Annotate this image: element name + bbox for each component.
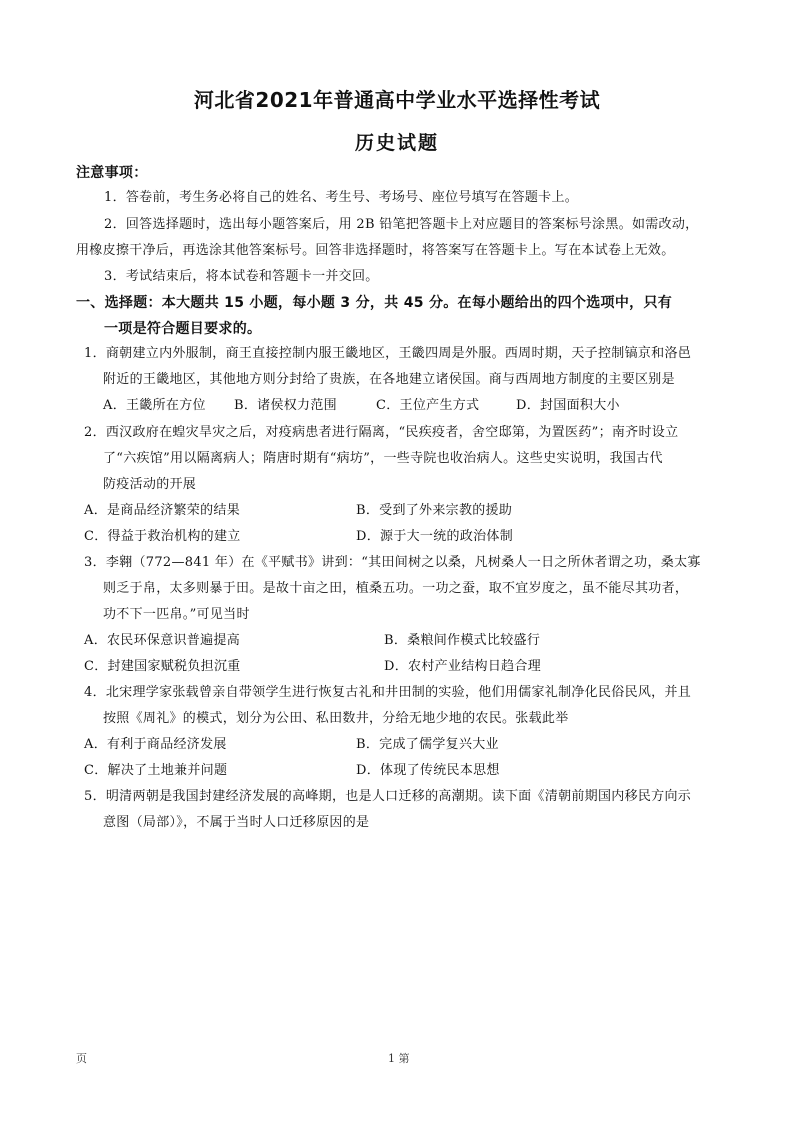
question-1-option-d: D．封国面积大小: [516, 398, 620, 413]
footer-page-number: 1 第: [388, 1052, 410, 1065]
question-1-stem-line-1: 1．商朝建立内外服制，商王直接控制内服王畿地区，王畿四周是外服。西周时期，天子控制镐京和洛邑: [84, 346, 692, 361]
question-1-option-a: A．王畿所在方位: [103, 398, 206, 413]
notice-item-2-line-2: 用橡皮擦干净后，再选涂其他答案标号。回答非选择题时，将答案写在答题卡上。写在本试卷上无效。: [76, 243, 675, 258]
question-2-option-d: D．源于大一统的政治体制: [356, 529, 514, 544]
question-2-stem-line-1: 2．西汉政府在蝗灾旱灾之后，对疫病患者进行隔离，“民疾疫者，舍空邸第，为置医药”；南齐时设立: [84, 425, 679, 440]
question-4-option-d: D．体现了传统民本思想: [356, 763, 500, 778]
question-4-stem-line-1: 4．北宋理学家张载曾亲自带领学生进行恢复古礼和井田制的实验，他们用儒家礼制净化民俗民风，并且: [84, 685, 692, 700]
question-3-option-b: B．桑粮间作模式比较盛行: [384, 633, 541, 648]
question-1-option-c: C．王位产生方式: [376, 398, 480, 413]
page-subtitle: 历史试题: [354, 132, 439, 154]
question-4-stem-line-2: 按照《周礼》的模式，划分为公田、私田数井，分给无地少地的农民。张载此举: [103, 711, 569, 726]
question-2-stem-line-2: 了“六疾馆”用以隔离病人；隋唐时期有“病坊”，一些寺院也收治病人。这些史实说明，我国古代: [103, 451, 663, 466]
question-3-stem-line-1: 3．李翱（772—841 年）在《平赋书》讲到：“其田间树之以桑，凡树桑人一日之所休者谓之功，桑太寡: [84, 555, 701, 570]
question-1-option-b: B．诸侯权力范围: [234, 398, 337, 413]
notice-item-2-line-1: 2．回答选择题时，选出每小题答案后，用 2B 铅笔把答题卡上对应题目的答案标号涂黑。如需改动，: [104, 217, 699, 232]
question-3-option-c: C．封建国家赋税负担沉重: [84, 659, 241, 674]
question-1-stem-line-2: 附近的王畿地区，其他地方则分封给了贵族，在各地建立诸侯国。商与西周地方制度的主要区别是: [103, 372, 675, 387]
question-3-option-d: D．农村产业结构日趋合理: [384, 659, 542, 674]
question-5-stem-line-2: 意图（局部）》，不属于当时人口迁移原因的是: [103, 815, 370, 830]
section-1-heading-line-1: 一、选择题：本大题共 15 小题，每小题 3 分，共 45 分。在每小题给出的四个选项中，只有: [76, 295, 673, 311]
question-3-stem-line-2: 则乏于帛，太多则暴于田。是故十亩之田，植桑五功。一功之蚕，取不宜岁度之，虽不能尽其功者，: [103, 581, 689, 596]
notice-item-3: 3．考试结束后，将本试卷和答题卡一并交回。: [104, 269, 379, 284]
question-3-option-a: A．农民环保意识普遍提高: [84, 633, 240, 648]
notice-heading: 注意事项：: [76, 165, 148, 181]
question-4-option-a: A．有利于商品经济发展: [84, 737, 227, 752]
notice-item-1: 1．答卷前，考生务必将自己的姓名、考生号、考场号、座位号填写在答题卡上。: [104, 190, 579, 205]
question-3-stem-line-3: 功不下一匹帛。”可见当时: [103, 607, 250, 622]
question-5-stem-line-1: 5．明清两朝是我国封建经济发展的高峰期，也是人口迁移的高潮期。读下面《清朝前期国内移民方向示: [84, 789, 692, 804]
question-2-stem-line-3: 防疫活动的开展: [103, 477, 197, 492]
question-2-option-b: B．受到了外来宗教的援助: [356, 503, 513, 518]
question-2-option-a: A．是商品经济繁荣的结果: [84, 503, 240, 518]
page-title: 河北省2021年普通高中学业水平选择性考试: [193, 88, 601, 112]
question-4-option-c: C．解决了土地兼并问题: [84, 763, 228, 778]
question-4-option-b: B．完成了儒学复兴大业: [356, 737, 499, 752]
question-2-option-c: C．得益于救治机构的建立: [84, 529, 241, 544]
footer-page-label: 页: [76, 1052, 87, 1065]
section-1-heading-line-2: 一项是符合题目要求的。: [104, 321, 262, 337]
